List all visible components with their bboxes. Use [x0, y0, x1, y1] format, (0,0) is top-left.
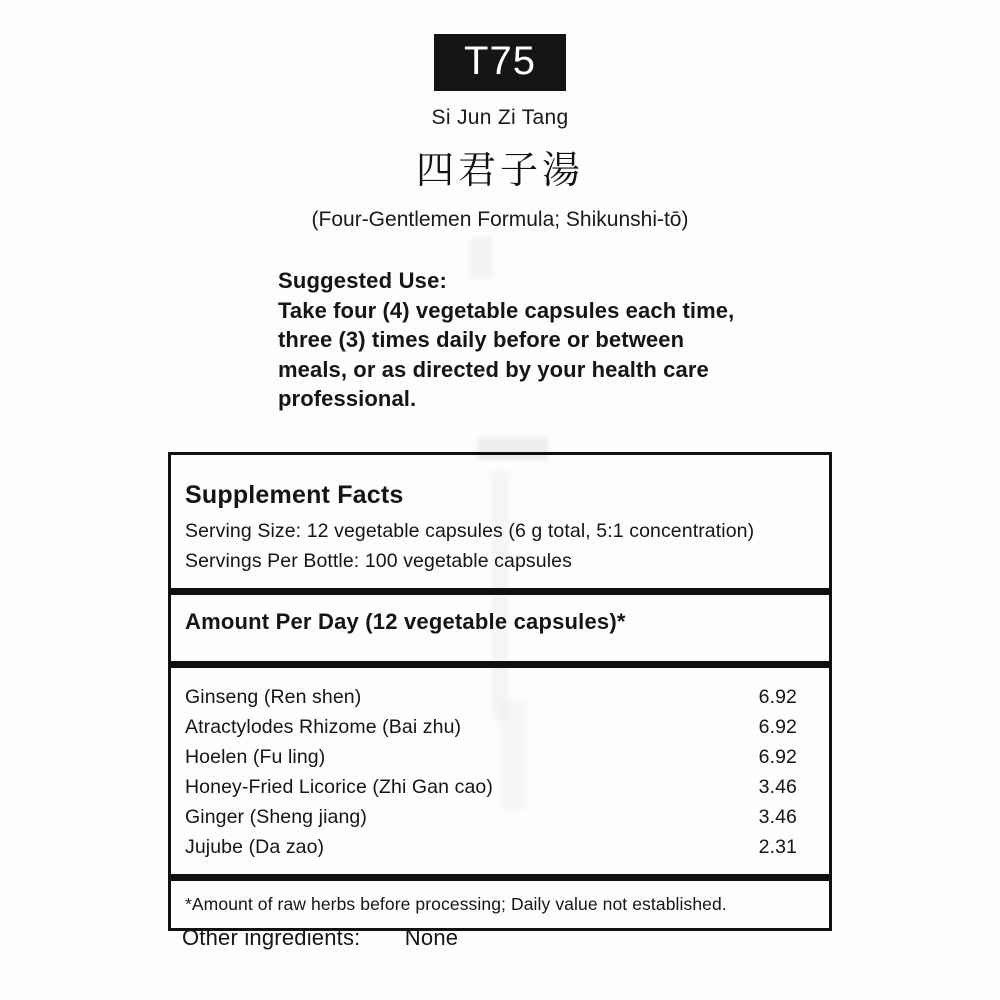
ingredient-amount: 6.92: [758, 715, 797, 738]
amount-per-day-group: [171, 595, 829, 649]
other-ingredients-value: None: [404, 925, 459, 950]
other-ingredients-section: [182, 925, 458, 951]
ingredient-name: Hoelen (Fu ling): [185, 745, 326, 768]
supplement-facts-panel: [168, 452, 832, 931]
formula-alt-name: (Four-Gentlemen Formula; Shikunshi-tō): [311, 208, 689, 231]
other-ingredients-label: Other ingredients:: [182, 925, 361, 950]
ingredient-list-group: [171, 682, 829, 862]
formula-pinyin-name: Si Jun Zi Tang: [431, 106, 569, 129]
table-row: [185, 772, 815, 802]
servings-per-bottle-line: Servings Per Bottle: 100 vegetable capsules: [185, 550, 572, 573]
ingredient-name: Atractylodes Rhizome (Bai zhu): [185, 715, 462, 738]
ingredient-amount: 6.92: [758, 745, 797, 768]
table-row: [185, 742, 815, 772]
ingredients-table: [185, 682, 815, 862]
label-header: [0, 0, 1000, 232]
amount-per-day-header: Amount Per Day (12 vegetable capsules)*: [185, 609, 626, 635]
ingredient-name: Honey-Fried Licorice (Zhi Gan cao): [185, 775, 493, 798]
table-row: [185, 802, 815, 832]
suggested-use-body: Take four (4) vegetable capsules each time, three (3) times daily before or between meals, or as directed by your health care professional.: [278, 298, 735, 411]
ingredient-name: Jujube (Da zao): [185, 835, 325, 858]
serving-size-line: Serving Size: 12 vegetable capsules (6 g total, 5:1 concentration): [185, 520, 755, 542]
ingredient-name: Ginger (Sheng jiang): [185, 805, 367, 828]
table-row: [185, 712, 815, 742]
suggested-use-title: Suggested Use:: [278, 268, 448, 293]
supplement-facts-footnote: *Amount of raw herbs before processing; Daily value not established.: [185, 894, 727, 915]
table-row: [185, 682, 815, 712]
table-row: [185, 832, 815, 862]
ingredient-amount: 6.92: [758, 685, 797, 708]
suggested-use-section: [278, 268, 748, 413]
formula-code-badge: T75: [434, 34, 566, 91]
ingredient-amount: 2.31: [758, 835, 797, 858]
supplement-facts-heading-group: [171, 481, 829, 576]
supplement-facts-title: Supplement Facts: [185, 481, 404, 509]
ingredient-name: Ginseng (Ren shen): [185, 685, 362, 708]
divider-thick: [171, 588, 829, 595]
ingredient-amount: 3.46: [758, 775, 797, 798]
divider-thick: [171, 874, 829, 881]
divider-thick: [171, 661, 829, 668]
formula-hanzi-name: 四君子湯: [415, 148, 584, 192]
ingredient-amount: 3.46: [758, 805, 797, 828]
